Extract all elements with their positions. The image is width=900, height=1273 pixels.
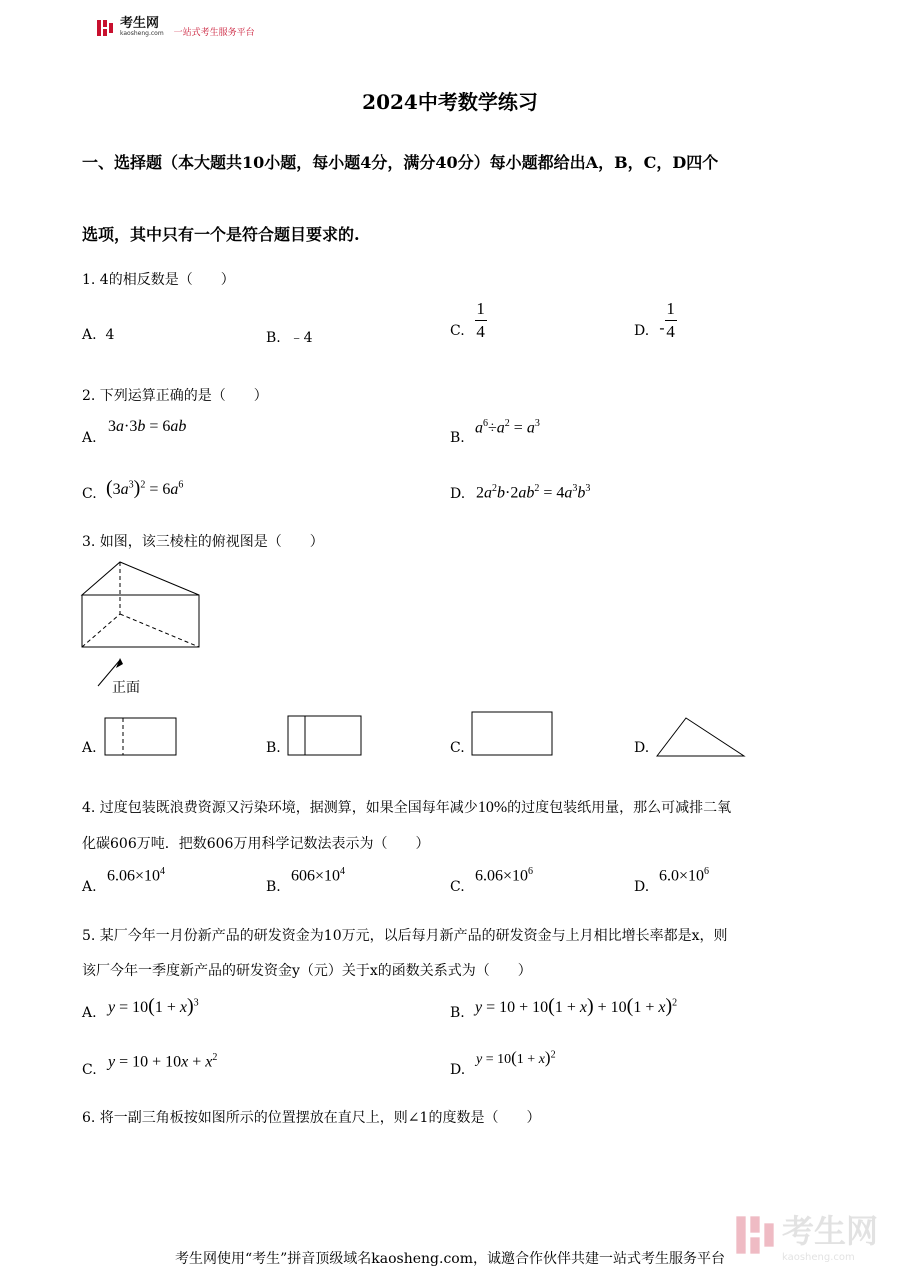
q4-option-c-expr bbox=[475, 866, 533, 885]
q2-option-c-label: C. bbox=[82, 486, 97, 502]
coef: 606×10 bbox=[291, 867, 341, 885]
q4-option-a-label: A. bbox=[82, 879, 97, 895]
page-title: 2024中考数学练习 bbox=[362, 90, 538, 114]
fraction bbox=[475, 300, 487, 341]
q2-option-a-expr: 3a·3b = 6ab bbox=[108, 418, 187, 435]
q3-option-c-figure bbox=[471, 711, 554, 757]
section-heading-line2: 选项，其中只有一个是符合题目要求的. bbox=[82, 225, 360, 244]
q4-option-b-label: B. bbox=[266, 879, 281, 895]
denominator: 4 bbox=[666, 322, 675, 341]
logo-slogan: 一站式考生服务平台 bbox=[173, 27, 255, 38]
q2-option-b-label: B. bbox=[450, 430, 465, 446]
watermark-text: 考生网 bbox=[781, 1212, 878, 1250]
q4-stem-part: 的过度包装纸用量，那么可减排二氧 bbox=[507, 800, 732, 816]
exponent: 4 bbox=[160, 866, 166, 877]
q6-stem: 6. 将一副三角板按如图所示的位置摆放在直尺上，则∠1的度数是（ ） bbox=[82, 1110, 541, 1126]
q2-option-c-expr: $(3a^3)^2 = 6a^6$ bbox=[106, 477, 184, 499]
header-logo bbox=[96, 18, 255, 38]
q4-stem-part: 4. 过度包装既浪费资源又污染环境，据测算，如果全国每年减少 bbox=[82, 800, 478, 816]
logo-domain: kaosheng.com bbox=[120, 30, 164, 37]
q2-option-b-expr: $a^6\div a^2 = a^3$ bbox=[475, 418, 540, 437]
q1-option-b bbox=[266, 327, 313, 347]
q1-option-a bbox=[82, 327, 114, 343]
q5-option-c-label: C. bbox=[82, 1062, 97, 1078]
coef: 6.06×10 bbox=[107, 867, 161, 885]
q5-option-c-expr: $y = 10 + 10x + x^2$ bbox=[108, 1052, 218, 1071]
option-value: ﹣4 bbox=[289, 330, 313, 346]
front-label: 正面 bbox=[112, 680, 140, 696]
logo-icon bbox=[96, 19, 114, 37]
exponent: 6 bbox=[528, 866, 534, 877]
q4-option-d-expr bbox=[659, 866, 709, 885]
option-label: C. bbox=[450, 322, 465, 339]
q2-option-a-label: A. bbox=[82, 430, 97, 446]
q4-stem-line2: 化碳606万吨．把数606万用科学记数法表示为（ ） bbox=[82, 836, 430, 852]
q2-stem: 2. 下列运算正确的是（ ） bbox=[82, 388, 268, 404]
prism-figure bbox=[80, 558, 205, 693]
option-label: B. bbox=[266, 330, 281, 346]
numerator: 1 bbox=[666, 299, 675, 318]
q3-option-d-label: D. bbox=[634, 740, 650, 756]
q4-option-a-expr bbox=[107, 866, 165, 885]
q5-option-a-label: A. bbox=[82, 1005, 97, 1021]
q5-option-b-label: B. bbox=[450, 1005, 465, 1021]
q3-option-c-label: C. bbox=[450, 740, 465, 756]
option-label: A. bbox=[82, 327, 97, 343]
q4-percent: 10% bbox=[477, 799, 508, 816]
q4-stem-line1 bbox=[82, 797, 731, 817]
q4-option-c-label: C. bbox=[450, 879, 465, 895]
q5-option-d-expr: $y = 10(1 + x)^2$ bbox=[476, 1048, 556, 1067]
q1-option-c bbox=[450, 300, 487, 341]
q3-option-a-label: A. bbox=[82, 740, 97, 756]
exponent: 4 bbox=[340, 866, 346, 877]
denominator: 4 bbox=[476, 322, 485, 341]
q3-option-b-figure bbox=[287, 715, 363, 757]
q1-stem: 1. 4的相反数是（ ） bbox=[82, 272, 235, 288]
option-label: D. bbox=[634, 322, 650, 339]
numerator: 1 bbox=[476, 299, 485, 318]
q4-option-d-label: D. bbox=[634, 879, 650, 895]
q3-option-a-figure bbox=[104, 717, 178, 757]
minus-sign: - bbox=[659, 318, 665, 337]
q5-stem-line1: 5. 某厂今年一月份新产品的研发资金为10万元，以后每月新产品的研发资金与上月相比增长率都是x，则 bbox=[82, 928, 728, 944]
fraction bbox=[665, 300, 677, 341]
q5-option-b-expr: $y = 10 + 10(1 + x) + 10(1 + x)^2$ bbox=[475, 995, 678, 1017]
option-value: 4 bbox=[105, 327, 115, 343]
watermark-domain: kaosheng.com bbox=[781, 1252, 855, 1263]
q3-option-d-figure bbox=[656, 716, 746, 758]
q4-option-b-expr bbox=[291, 866, 345, 885]
q5-option-a-expr: $y = 10(1 + x)^3$ bbox=[108, 995, 199, 1017]
q5-option-d-label: D. bbox=[450, 1062, 466, 1078]
q2-option-d-expr: $2a^2b\cdot 2ab^2 = 4a^3b^3$ bbox=[476, 483, 591, 502]
q1-option-d bbox=[634, 300, 677, 341]
exponent: 6 bbox=[704, 866, 710, 877]
logo-name: 考生网 bbox=[120, 16, 160, 31]
q2-option-d-label: D. bbox=[450, 486, 466, 502]
q5-stem-line2: 该厂今年一季度新产品的研发资金y（元）关于x的函数关系式为（ ） bbox=[82, 963, 532, 979]
section-heading-line1: 一、选择题（本大题共10小题，每小题4分，满分40分）每小题都给出A，B，C，D四个 bbox=[82, 153, 719, 172]
q3-stem: 3. 如图，该三棱柱的俯视图是（ ） bbox=[82, 534, 324, 550]
q3-option-b-label: B. bbox=[266, 740, 281, 756]
coef: 6.06×10 bbox=[475, 867, 529, 885]
footer-text: 考生网使用“考生”拼音顶级域名kaosheng.com，诚邀合作伙伴共建一站式考生服务平台 bbox=[174, 1251, 726, 1267]
coef: 6.0×10 bbox=[659, 867, 705, 885]
